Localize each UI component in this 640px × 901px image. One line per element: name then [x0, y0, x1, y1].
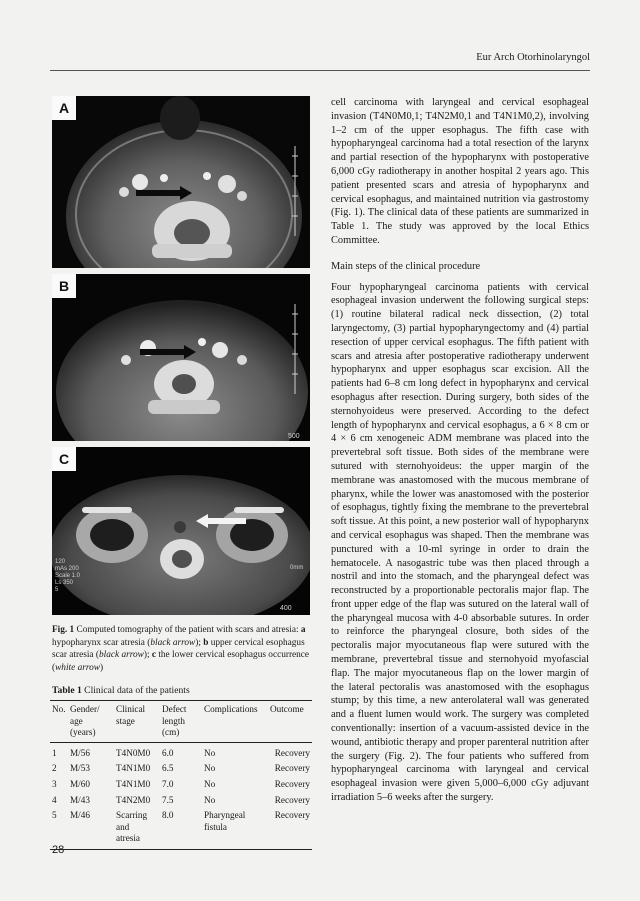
- ct-panel-a: [52, 96, 310, 268]
- cell-defect: 7.5: [162, 794, 174, 805]
- running-head: Eur Arch Otorhinolaryngol: [476, 52, 590, 63]
- figure-caption: Fig. 1 Computed tomography of the patient with scars and atresia: a hypopharynx scar atresia (black arrow); b upper cervical esophagus scar atresia (black arrow); c the lower cervical esophagus occurrence (white arrow): [52, 625, 310, 673]
- table-row: [50, 808, 312, 849]
- body-paragraph-2: Four hypopharyngeal carcinoma patients with cervical esophageal invasion underwent the following surgical steps: (1) routine bilateral radical neck dissection, (2) total laryngectomy, (3) partial hypopharyngectomy and (4) partial resection of upper cervical esophagus. The fifth patient with scars and atresia after postoperative radiotherapy underwent hypopharynx and upper esophagus scar excision. All the patients had 6–8 cm long defect in hypopharynx and cervical esophagus after resection. During surgery, both sides of the sternohyoideus were preserved. According to the defect length of hypopharynx and cervical esophagus, a 6 × 8 cm or 4 × 6 cm xenogeneic ADM membrane was placed into the prevertebral soft tissue. Both sides of the membrane were sutured with sternohyoideus: the upper margin of the membrane was anastomosed with the mucous membrane of pharynx, while the lower was anastomosed with the posterior of esophagus, tightly fixing the membrane to the prevertebral soft tissue. At this point, a new posterior wall of hypopharynx and cervical esophagus was shaped. Then the membrane was punctured with a 10-ml syringe in order to drain the hematocele. A nasogastric tube was then placed through a nostril and into the stomach, and the pharyngeal defect was reconstructed by a proportionable pectoralis major flap. The front upper edge of the flap was sutured on the lateral wall of the pharyngeal mucosa with 4-0 absorbable sutures. In order to reinforce the pharyngeal closure, both sides of the pectoralis major myocutaneous flap were sutured with the membrane, prevertebral tissue and sternohyoid myofascial flap. The major myocutaneous flap on the lower margin of the lateral pectoralis was anastomosed with the esophagus stump; by this time, a new anterolateral wall was generated and a fluent lumen would work. The surgery was completed conventionally: insertion of a vacuum-assisted device in the wound, antibiotic therapy and proper parenteral nutrition after the surgery (Fig. 2). The four patients who suffered from hypopharyngeal carcinoma with laryngeal and cervical esophageal invasion were given 5,000–6,000 cGy adjuvant irradiation 5–6 weeks after the surgery.: [331, 281, 589, 804]
- table-row: [50, 761, 312, 777]
- cell-no: 4: [52, 794, 57, 805]
- cell-complications: Pharyngeal fistula: [202, 808, 268, 849]
- section-subheading: Main steps of the clinical procedure: [331, 260, 481, 272]
- table-body: [50, 742, 312, 849]
- cell-defect: 6.0: [162, 747, 174, 758]
- cell-stage: T4N1M0: [116, 763, 151, 774]
- cell-defect: 7.0: [162, 778, 174, 789]
- panel-c-overlay-right: 0mm: [290, 565, 304, 571]
- cell-stage: T4N1M0: [116, 778, 151, 789]
- cell-outcome: Recovery: [268, 808, 312, 849]
- cell-defect: 6.5: [162, 763, 174, 774]
- page-number: 28: [52, 844, 65, 856]
- table-row: [50, 742, 312, 761]
- cell-complications: No: [204, 794, 216, 805]
- clinical-data-table: [50, 700, 312, 850]
- table-row: [50, 793, 312, 809]
- ct-scan-b-image: [52, 274, 310, 441]
- panel-label-c: C: [52, 447, 76, 471]
- right-column-text: [331, 96, 589, 805]
- header-outcome: Outcome: [268, 701, 312, 743]
- ct-scan-a-image: [52, 96, 310, 268]
- cell-complications: No: [204, 778, 216, 789]
- panel-label-a: A: [52, 96, 76, 120]
- cell-gender-age: M/46: [68, 808, 114, 849]
- panel-label-b: B: [52, 274, 76, 298]
- body-paragraph-1: cell carcinoma with laryngeal and cervical esophageal invasion (T4N0M0,1; T4N2M0,1 and T4N1M0,2), involving 1–2 cm of the upper esophagus. The fifth case with hypopharyngeal carcinoma had a total resection of the larynx and partial resection of the hypopharynx with postoperative 6,000 cGy radiotherapy in another hospital 2 years ago. This patient presented scars and atresia of hypopharynx and cervical esophagus, and maintained nutrition via gastrostomy (Fig. 1). The clinical data of these patients are summarized in Table 1. The study was approved by the local Ethics Committee.: [331, 97, 589, 246]
- header-defect: Defect length (cm): [160, 701, 202, 743]
- ct-scan-c-image: [52, 447, 310, 615]
- header-rule: [50, 70, 590, 71]
- header-no: No.: [50, 701, 68, 743]
- header-complications: Complications: [202, 701, 268, 743]
- table-header-row: [50, 701, 312, 743]
- table-title: Table 1 Clinical data of the patients: [52, 685, 190, 696]
- cell-outcome: Recovery: [274, 794, 310, 805]
- header-stage: Clinical stage: [114, 701, 160, 743]
- panel-c-number: 400: [280, 605, 292, 612]
- cell-outcome: Recovery: [274, 747, 310, 758]
- cell-gender-age: M/60: [70, 778, 90, 789]
- cell-no: 5: [50, 808, 68, 849]
- cell-outcome: Recovery: [274, 763, 310, 774]
- panel-b-number: 500: [288, 433, 300, 440]
- table-row: [50, 777, 312, 793]
- cell-no: 3: [52, 778, 57, 789]
- cell-defect: 8.0: [160, 808, 202, 849]
- header-gender-age: Gender/ age (years): [68, 701, 114, 743]
- cell-no: 2: [52, 763, 57, 774]
- cell-gender-age: M/53: [70, 763, 90, 774]
- cell-gender-age: M/43: [70, 794, 90, 805]
- cell-outcome: Recovery: [274, 778, 310, 789]
- cell-stage: T4N2M0: [116, 794, 151, 805]
- cell-complications: No: [204, 747, 216, 758]
- ct-panel-b: [52, 274, 310, 441]
- cell-stage: T4N0M0: [116, 747, 151, 758]
- cell-gender-age: M/56: [70, 747, 90, 758]
- cell-no: 1: [52, 747, 57, 758]
- panel-c-overlay-left: 120 mAs 200 Scale 1.0 Ls 350 5: [55, 559, 81, 593]
- cell-stage: Scarring and atresia: [114, 808, 160, 849]
- cell-complications: No: [204, 763, 216, 774]
- ct-panel-c: [52, 447, 310, 615]
